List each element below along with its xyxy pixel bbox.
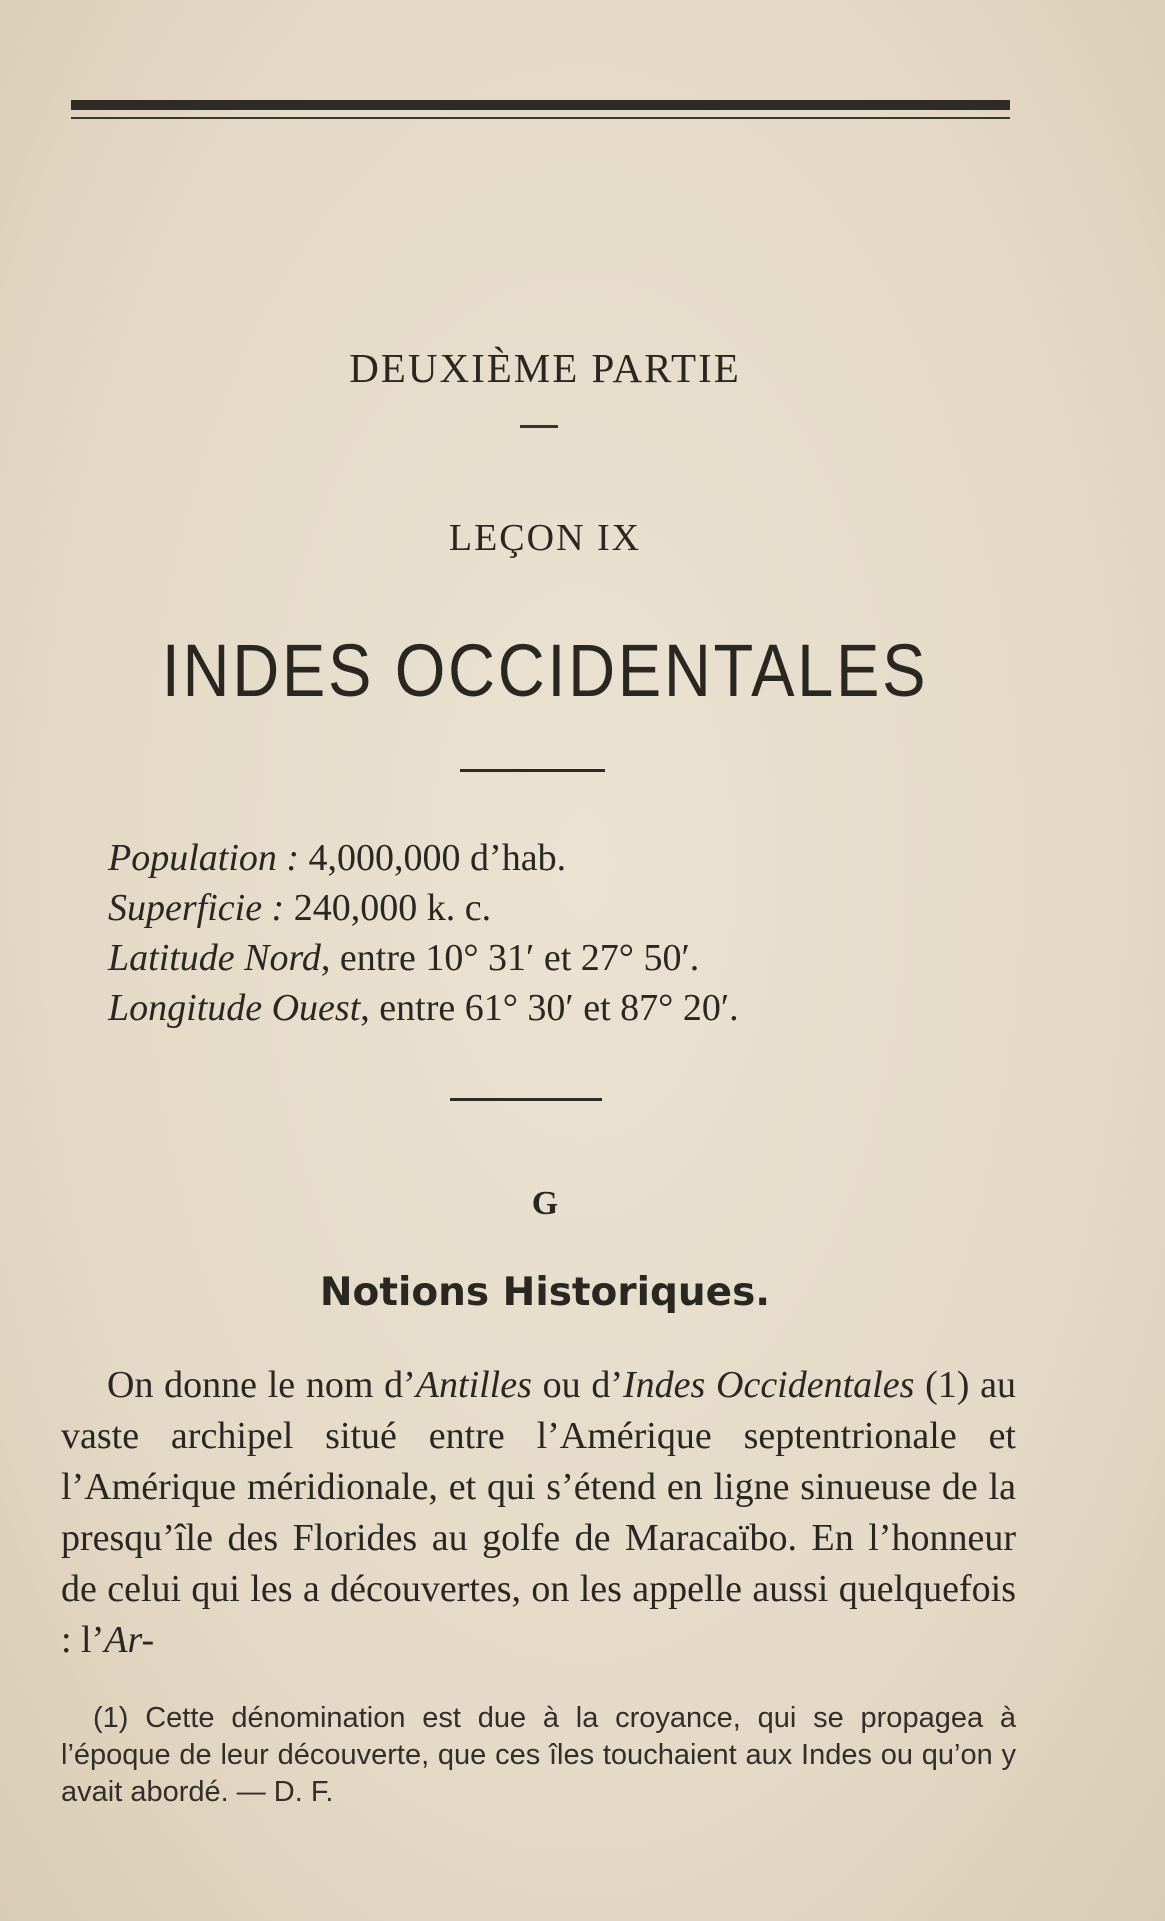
- body-part-2: ou d’: [531, 1364, 623, 1406]
- body-term-ar: Ar-: [104, 1619, 155, 1661]
- lesson-title: LEÇON IX: [448, 517, 642, 559]
- header-rule-thick: [71, 100, 1010, 110]
- part-dash: [520, 425, 558, 428]
- header-rule-thin: [71, 117, 1010, 119]
- stat-value: 240,000 k. c.: [284, 887, 492, 929]
- stats-block: [108, 833, 1008, 1033]
- body-term-antilles: Antilles: [415, 1364, 532, 1406]
- part-title: DEUXIÈME PARTIE: [349, 345, 741, 391]
- stat-label: Superficie :: [108, 887, 285, 929]
- stat-value: 4,000,000 d’hab.: [299, 837, 567, 879]
- stat-value: , entre 10° 31′ et 27° 50′.: [320, 937, 700, 979]
- stat-value: , entre 61° 30′ et 87° 20′.: [360, 987, 739, 1029]
- title-rule: [460, 769, 605, 772]
- body-paragraph: [61, 1360, 1016, 1666]
- stat-label: Latitude Nord: [108, 937, 321, 979]
- body-text: [61, 1360, 1016, 1666]
- stat-superficie: [108, 883, 1008, 933]
- body-part-1: On donne le nom d’: [107, 1364, 416, 1406]
- stat-label: Population :: [108, 837, 300, 879]
- main-title: INDES OCCIDENTALES: [161, 629, 929, 712]
- stat-latitude: [108, 933, 1008, 983]
- section-heading: Notions Historiques.: [319, 1270, 771, 1315]
- body-part-3: (1) au vaste archipel situé entre l’Amérique septentrionale et l’Amérique méridionale, et qui s’étend en ligne sinueuse de la presqu’île des Florides au golfe de Maracaïbo. En l’honneur de celui qui les a découvertes, on les appelle aussi quelquefois : l’: [61, 1364, 1016, 1661]
- stat-population: [108, 833, 1008, 883]
- footnote: [61, 1700, 1016, 1811]
- stats-rule: [450, 1098, 602, 1101]
- stat-label: Longitude Ouest: [108, 987, 361, 1029]
- footnote-text: (1) Cette dénomination est due à la croyance, qui se propagea à l’époque de leur découverte, que ces îles touchaient aux Indes ou qu’on y avait abordé. — D. F.: [61, 1702, 1016, 1808]
- body-term-indes: Indes Occidentales: [622, 1364, 915, 1406]
- stat-longitude: [108, 983, 1008, 1033]
- section-ornament: G: [531, 1185, 559, 1222]
